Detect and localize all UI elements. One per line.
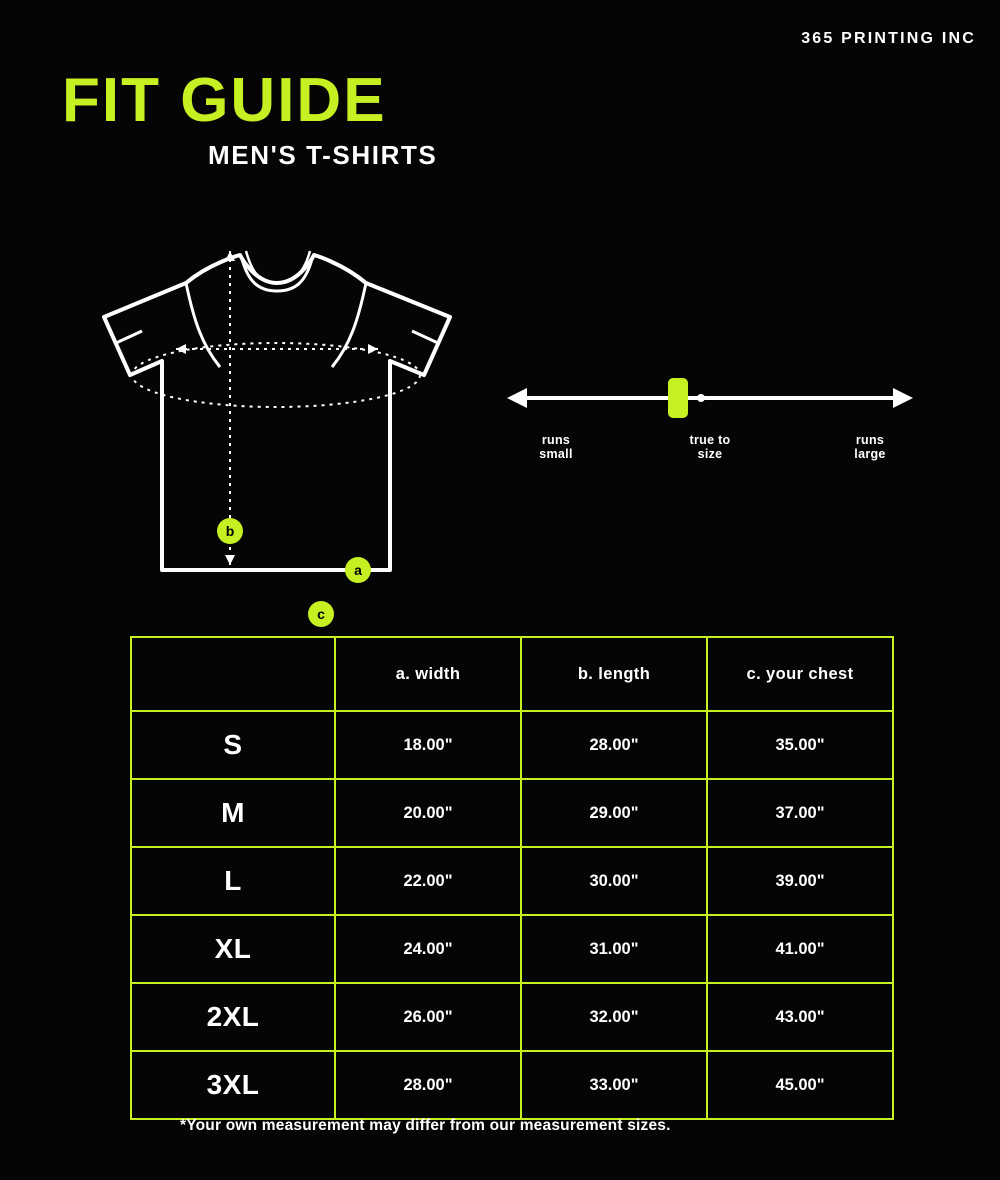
footnote: *Your own measurement may differ from our measurement sizes. bbox=[180, 1117, 671, 1134]
fit-scale-label-true-line2: size bbox=[697, 447, 723, 462]
cell-size: M bbox=[131, 779, 335, 847]
fit-scale-label-small-line2: small bbox=[539, 447, 573, 462]
fit-scale-label-large bbox=[825, 433, 915, 462]
cell-length: 28.00" bbox=[521, 711, 707, 779]
column-header-chest: c. your chest bbox=[707, 637, 893, 711]
cell-size: L bbox=[131, 847, 335, 915]
cell-width: 22.00" bbox=[335, 847, 521, 915]
badge-b: b bbox=[217, 518, 243, 544]
table-header-row bbox=[131, 637, 893, 711]
page-title: FIT GUIDE bbox=[62, 66, 387, 135]
table-row bbox=[131, 1051, 893, 1119]
cell-size: XL bbox=[131, 915, 335, 983]
table-row bbox=[131, 779, 893, 847]
cell-width: 24.00" bbox=[335, 915, 521, 983]
cell-width: 26.00" bbox=[335, 983, 521, 1051]
fit-scale-svg bbox=[505, 370, 915, 430]
cell-chest: 39.00" bbox=[707, 847, 893, 915]
fit-scale-label-true-line1: true to bbox=[689, 433, 731, 447]
tshirt-diagram bbox=[90, 225, 490, 622]
cell-chest: 35.00" bbox=[707, 711, 893, 779]
cell-length: 30.00" bbox=[521, 847, 707, 915]
fit-scale-label-true bbox=[655, 433, 765, 462]
cell-size: 2XL bbox=[131, 983, 335, 1051]
table-row bbox=[131, 711, 893, 779]
cell-size: 3XL bbox=[131, 1051, 335, 1119]
fit-scale bbox=[505, 370, 915, 480]
badge-c: c bbox=[308, 601, 334, 627]
cell-size: S bbox=[131, 711, 335, 779]
page-subtitle: MEN'S T-SHIRTS bbox=[208, 140, 438, 170]
fit-scale-label-small bbox=[511, 433, 601, 462]
fit-scale-label-small-line1: runs bbox=[541, 433, 571, 447]
tshirt-outline-svg bbox=[90, 225, 490, 585]
fit-scale-marker bbox=[668, 378, 688, 418]
cell-length: 33.00" bbox=[521, 1051, 707, 1119]
table-row bbox=[131, 983, 893, 1051]
cell-length: 32.00" bbox=[521, 983, 707, 1051]
brand-name: 365 PRINTING INC bbox=[801, 30, 976, 47]
fit-scale-label-large-line1: runs bbox=[855, 433, 885, 447]
cell-width: 18.00" bbox=[335, 711, 521, 779]
cell-length: 31.00" bbox=[521, 915, 707, 983]
cell-length: 29.00" bbox=[521, 779, 707, 847]
column-header-width: a. width bbox=[335, 637, 521, 711]
column-header-length: b. length bbox=[521, 637, 707, 711]
cell-chest: 41.00" bbox=[707, 915, 893, 983]
table-row bbox=[131, 915, 893, 983]
cell-width: 28.00" bbox=[335, 1051, 521, 1119]
size-chart-table bbox=[130, 636, 894, 1120]
cell-width: 20.00" bbox=[335, 779, 521, 847]
table-row bbox=[131, 847, 893, 915]
fit-scale-label-large-line2: large bbox=[854, 447, 886, 462]
cell-chest: 45.00" bbox=[707, 1051, 893, 1119]
column-header-size bbox=[131, 637, 335, 711]
badge-a: a bbox=[345, 557, 371, 583]
cell-chest: 37.00" bbox=[707, 779, 893, 847]
cell-chest: 43.00" bbox=[707, 983, 893, 1051]
